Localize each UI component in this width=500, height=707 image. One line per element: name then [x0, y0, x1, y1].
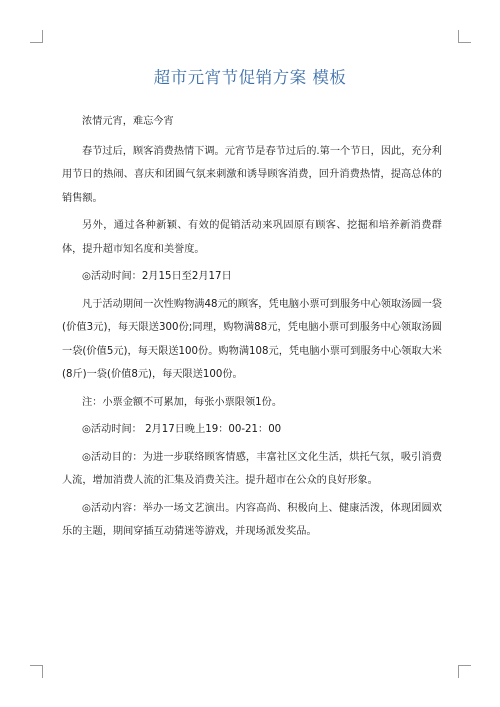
paragraph-intro: 春节过后，顾客消费热情下调。元宵节是春节过后的.第一个节日，因此，充分利用节日的热闹、喜庆和团圆气氛来刺激和诱导顾客消费，回升消费热情，提高总体的销售额。	[62, 145, 442, 204]
paragraph-note: 注：小票金额不可累加，每张小票限领1份。	[82, 396, 283, 408]
paragraph-activity-purpose: ◎活动目的：为进一步联络顾客情感，丰富社区文化生活，烘托气氛，吸引消费人流，增加消费人流的汇集及消费关注。提升超市在公众的良好形象。	[62, 451, 442, 486]
paragraph-goal: 另外，通过各种新颖、有效的促销活动来巩固原有顾客、挖掘和培养新消费群体，提升超市知名度和美誉度。	[62, 220, 442, 255]
paragraph-activity-content: ◎活动内容：举办一场文艺演出。内容高尚、积极向上、健康活泼，体现团圆欢乐的主题，期间穿插互动猜迷等游戏，并现场派发奖品。	[62, 502, 442, 537]
paragraph-activity-time-1: ◎活动时间：2月15日至2月17日	[82, 271, 232, 282]
crop-mark-top-left	[30, 30, 43, 43]
document-body	[62, 110, 442, 548]
document-title: 超市元宵节促销方案 模板	[153, 68, 347, 87]
crop-mark-bottom-left	[30, 665, 43, 678]
paragraph-activity-time-2: ◎活动时间： 2月17日晚上19：00-21：00	[82, 424, 282, 435]
crop-mark-top-right	[458, 30, 471, 43]
paragraph-gift-rules: 凡于活动期间一次性购物满48元的顾客，凭电脑小票可到服务中心领取汤圆一袋(价值3元)，每天限送300份;同理，购物满88元，凭电脑小票可到服务中心领取汤圆一袋(价值5元)，每天限送100份。购物满108元，凭电脑小票可到服务中心领取大米(8斤)一袋(价值8元)，每天限送100份。	[62, 298, 442, 380]
crop-mark-bottom-right	[458, 665, 471, 678]
paragraph-slogan: 浓情元宵，难忘今宵	[82, 116, 174, 127]
